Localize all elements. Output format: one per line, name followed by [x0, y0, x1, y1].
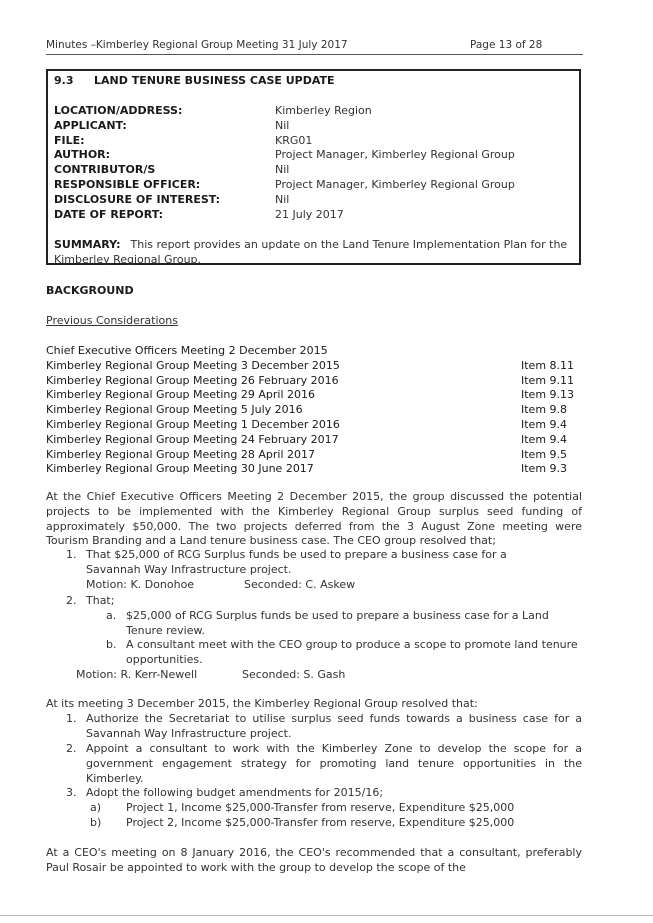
ceo-resolution-2: That; — [86, 594, 115, 607]
meeting-item: Item 9.4 — [521, 432, 568, 446]
meta-label: RESPONSIBLE OFFICER: — [54, 177, 201, 191]
meta-label: DISCLOSURE OF INTEREST: — [54, 192, 221, 206]
header-title: Minutes –Kimberley Regional Group Meeting 31 July 2017 — [46, 39, 348, 51]
list-number: 2. — [66, 742, 77, 755]
motion-seconder: Seconded: C. Askew — [244, 578, 356, 591]
list-item — [46, 374, 586, 389]
meta-value: Nil — [275, 163, 290, 177]
krg-resolution-2: Appoint a consultant to work with the Kimberley Zone to develop the scope for a government engagement strategy for promoting land tenure opportunities in the Kimberley. — [86, 742, 582, 785]
meta-row — [54, 148, 574, 163]
meeting-name: Kimberley Regional Group Meeting 5 July 2016 — [46, 403, 303, 417]
meta-value: Kimberley Region — [275, 104, 372, 117]
item-metadata — [54, 104, 574, 222]
list-item — [46, 359, 586, 374]
krg-meeting-paragraph: At its meeting 3 December 2015, the Kimberley Regional Group resolved that: — [46, 697, 478, 710]
meeting-item: Item 9.4 — [521, 417, 568, 431]
meeting-name: Kimberley Regional Group Meeting 1 December 2016 — [46, 417, 340, 431]
meta-row — [54, 178, 574, 193]
meetings-list — [46, 344, 586, 477]
agenda-item-number: 9.3 — [54, 74, 74, 87]
list-item — [46, 418, 586, 433]
meeting-name: Kimberley Regional Group Meeting 28 April 2017 — [46, 447, 315, 461]
meta-value: 21 July 2017 — [275, 207, 344, 221]
list-letter: a) — [90, 801, 102, 814]
meta-label: AUTHOR: — [54, 148, 111, 162]
ceo-resolution-2a: $25,000 of RCG Surplus funds be used to prepare a business case for a Land Tenure review. — [126, 609, 549, 637]
ceo-january-paragraph: At a CEO's meeting on 8 January 2016, the CEO's recommended that a consultant, preferably Paul Rosair be appointed to work with the group to develop the scope of the — [46, 846, 582, 874]
krg-resolution-3b: Project 2, Income $25,000-Transfer from reserve, Expenditure $25,000 — [126, 816, 515, 829]
meta-value: Project Manager, Kimberley Regional Group — [275, 177, 515, 191]
page-header — [46, 39, 582, 51]
meeting-name: Kimberley Regional Group Meeting 29 April 2016 — [46, 388, 315, 402]
meta-row — [54, 163, 574, 178]
meeting-item: Item 8.11 — [521, 358, 575, 372]
list-item — [46, 388, 586, 403]
agenda-item-box — [46, 69, 581, 265]
summary-label: SUMMARY: — [54, 238, 121, 251]
list-item — [46, 462, 586, 477]
list-number: 1. — [66, 548, 77, 561]
meta-row — [54, 119, 574, 134]
meta-row — [54, 104, 574, 119]
meta-row — [54, 208, 574, 223]
motion-mover: Motion: K. Donohoe — [86, 578, 195, 591]
list-item — [46, 344, 586, 359]
list-letter: b. — [106, 638, 117, 651]
list-item — [46, 403, 586, 418]
krg-resolution-3: Adopt the following budget amendments for 2015/16; — [86, 786, 384, 799]
previous-considerations-heading: Previous Considerations — [46, 314, 178, 327]
list-item — [46, 448, 586, 463]
agenda-item-title — [54, 74, 335, 87]
meta-value: Project Manager, Kimberley Regional Group — [275, 148, 515, 162]
meeting-name: Kimberley Regional Group Meeting 26 February 2016 — [46, 373, 339, 387]
page-number: Page 13 of 28 — [470, 39, 543, 51]
meeting-item: Item 9.8 — [521, 403, 568, 417]
meta-label: APPLICANT: — [54, 118, 127, 132]
list-letter: a. — [106, 609, 117, 622]
meta-value: Nil — [275, 192, 290, 206]
meeting-name: Kimberley Regional Group Meeting 3 December 2015 — [46, 358, 340, 372]
krg-resolution-3a: Project 1, Income $25,000-Transfer from reserve, Expenditure $25,000 — [126, 801, 515, 814]
meta-value: KRG01 — [275, 133, 313, 147]
meta-row — [54, 134, 574, 149]
meeting-name: Kimberley Regional Group Meeting 30 June 2017 — [46, 462, 314, 476]
agenda-item-heading: LAND TENURE BUSINESS CASE UPDATE — [94, 74, 335, 87]
krg-resolution-1: Authorize the Secretariat to utilise surplus seed funds towards a business case for a Savannah Way Infrastructure project. — [86, 712, 582, 740]
list-item — [46, 433, 586, 448]
meta-label: FILE: — [54, 133, 85, 147]
meta-label: LOCATION/ADDRESS: — [54, 104, 183, 117]
meeting-name: Chief Executive Officers Meeting 2 December 2015 — [46, 344, 328, 357]
summary — [54, 237, 578, 267]
motion-seconder: Seconded: S. Gash — [242, 668, 346, 681]
list-number: 3. — [66, 786, 77, 799]
meta-label: DATE OF REPORT: — [54, 207, 164, 221]
background-heading: BACKGROUND — [46, 284, 134, 297]
list-number: 1. — [66, 712, 77, 725]
meta-label: CONTRIBUTOR/S — [54, 163, 156, 177]
meta-value: Nil — [275, 118, 290, 132]
list-number: 2. — [66, 594, 77, 607]
ceo-meeting-paragraph: At the Chief Executive Officers Meeting 2 December 2015, the group discussed the potential projects to be implemented with the Kimberley Regional Group surplus seed funding of approximately $50,000. The two projects deferred from the 3 August Zone meeting were Tourism Branding and a Land tenure business case. The CEO group resolved that; — [46, 490, 582, 548]
meeting-item: Item 9.11 — [521, 373, 575, 387]
meeting-name: Kimberley Regional Group Meeting 24 February 2017 — [46, 432, 339, 446]
meta-row — [54, 193, 574, 208]
header-rule — [46, 54, 583, 55]
ceo-resolution-1: That $25,000 of RCG Surplus funds be used to prepare a business case for a Savannah Way Infrastructure project. — [86, 548, 507, 576]
summary-text: This report provides an update on the Land Tenure Implementation Plan for the Kimberley Regional Group. — [54, 238, 568, 266]
ceo-resolution-2b: A consultant meet with the CEO group to produce a scope to promote land tenure opportunities. — [126, 638, 578, 666]
meeting-item: Item 9.5 — [521, 447, 568, 461]
meeting-item: Item 9.3 — [521, 462, 568, 476]
meeting-item: Item 9.13 — [521, 388, 575, 402]
footer-rule — [0, 915, 653, 916]
motion-mover: Motion: R. Kerr-Newell — [76, 668, 198, 681]
list-letter: b) — [90, 816, 102, 829]
